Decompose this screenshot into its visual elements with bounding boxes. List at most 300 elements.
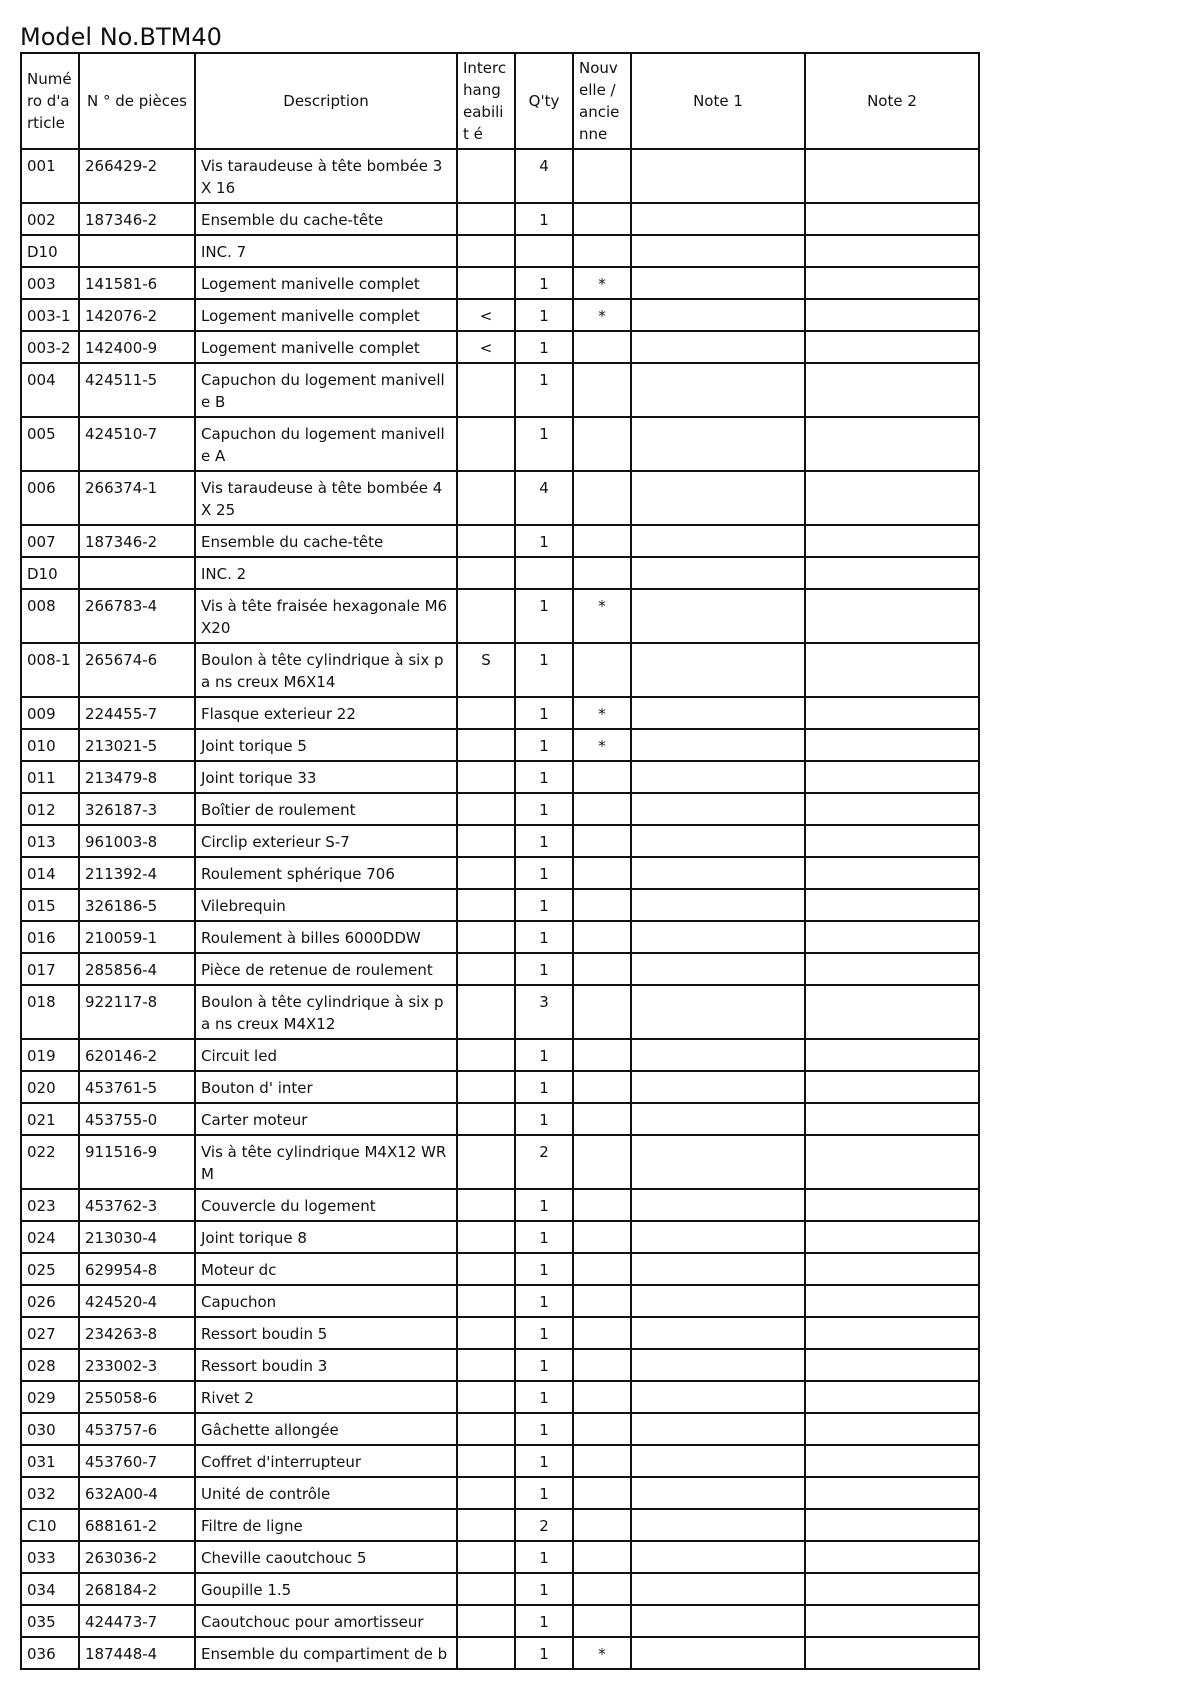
cell-interchangeability xyxy=(457,1509,515,1541)
cell-quantity: 1 xyxy=(515,1381,573,1413)
cell-note-1 xyxy=(631,471,805,525)
cell-quantity: 1 xyxy=(515,1573,573,1605)
cell-item-number: 012 xyxy=(21,793,79,825)
cell-item-number: 006 xyxy=(21,471,79,525)
cell-note-2 xyxy=(805,1541,979,1573)
cell-part-number: 142400-9 xyxy=(79,331,195,363)
cell-note-2 xyxy=(805,1605,979,1637)
table-row xyxy=(21,697,979,729)
cell-quantity: 1 xyxy=(515,1413,573,1445)
cell-description: Circuit led xyxy=(195,1039,457,1071)
cell-item-number: 013 xyxy=(21,825,79,857)
cell-part-number: 213479-8 xyxy=(79,761,195,793)
cell-note-2 xyxy=(805,363,979,417)
cell-interchangeability xyxy=(457,1573,515,1605)
cell-part-number: 142076-2 xyxy=(79,299,195,331)
cell-note-1 xyxy=(631,235,805,267)
cell-note-2 xyxy=(805,331,979,363)
cell-part-number: 632A00-4 xyxy=(79,1477,195,1509)
cell-new-old: * xyxy=(573,697,631,729)
table-row xyxy=(21,793,979,825)
cell-item-number: 017 xyxy=(21,953,79,985)
table-row xyxy=(21,203,979,235)
table-row xyxy=(21,331,979,363)
cell-note-1 xyxy=(631,793,805,825)
cell-new-old xyxy=(573,1317,631,1349)
cell-part-number: 210059-1 xyxy=(79,921,195,953)
cell-description: INC. 7 xyxy=(195,235,457,267)
cell-note-1 xyxy=(631,203,805,235)
cell-part-number: 911516-9 xyxy=(79,1135,195,1189)
cell-note-2 xyxy=(805,525,979,557)
cell-note-2 xyxy=(805,149,979,203)
cell-part-number: 211392-4 xyxy=(79,857,195,889)
cell-interchangeability xyxy=(457,1135,515,1189)
cell-interchangeability xyxy=(457,1221,515,1253)
cell-quantity: 1 xyxy=(515,697,573,729)
cell-part-number: 187346-2 xyxy=(79,203,195,235)
cell-interchangeability xyxy=(457,149,515,203)
cell-interchangeability xyxy=(457,889,515,921)
cell-note-1 xyxy=(631,589,805,643)
cell-new-old: * xyxy=(573,729,631,761)
cell-quantity: 1 xyxy=(515,589,573,643)
cell-description: Roulement à billes 6000DDW xyxy=(195,921,457,953)
cell-interchangeability xyxy=(457,1445,515,1477)
cell-part-number: 424473-7 xyxy=(79,1605,195,1637)
cell-note-1 xyxy=(631,1509,805,1541)
cell-item-number: 003-1 xyxy=(21,299,79,331)
parts-table-body xyxy=(21,149,979,1669)
cell-interchangeability xyxy=(457,471,515,525)
cell-quantity: 1 xyxy=(515,761,573,793)
cell-note-2 xyxy=(805,1573,979,1605)
table-row xyxy=(21,149,979,203)
cell-interchangeability xyxy=(457,761,515,793)
cell-description: Moteur dc xyxy=(195,1253,457,1285)
cell-new-old xyxy=(573,1381,631,1413)
cell-item-number: 027 xyxy=(21,1317,79,1349)
cell-quantity: 1 xyxy=(515,1541,573,1573)
header-note-1: Note 1 xyxy=(631,53,805,149)
cell-note-1 xyxy=(631,1413,805,1445)
cell-note-1 xyxy=(631,889,805,921)
cell-description: Vis à tête cylindrique M4X12 WR M xyxy=(195,1135,457,1189)
cell-part-number: 453757-6 xyxy=(79,1413,195,1445)
cell-part-number: 213030-4 xyxy=(79,1221,195,1253)
cell-note-2 xyxy=(805,643,979,697)
cell-new-old: * xyxy=(573,267,631,299)
cell-new-old: * xyxy=(573,589,631,643)
cell-new-old xyxy=(573,1445,631,1477)
cell-note-2 xyxy=(805,1221,979,1253)
table-row xyxy=(21,1039,979,1071)
cell-note-1 xyxy=(631,921,805,953)
cell-item-number: 014 xyxy=(21,857,79,889)
cell-interchangeability xyxy=(457,697,515,729)
cell-part-number: 629954-8 xyxy=(79,1253,195,1285)
cell-part-number: 453761-5 xyxy=(79,1071,195,1103)
table-row xyxy=(21,1413,979,1445)
cell-description: Vilebrequin xyxy=(195,889,457,921)
cell-part-number: 453755-0 xyxy=(79,1103,195,1135)
cell-item-number: 032 xyxy=(21,1477,79,1509)
header-quantity: Q'ty xyxy=(515,53,573,149)
cell-part-number: 255058-6 xyxy=(79,1381,195,1413)
cell-note-1 xyxy=(631,417,805,471)
cell-note-2 xyxy=(805,1253,979,1285)
cell-item-number: D10 xyxy=(21,557,79,589)
cell-note-1 xyxy=(631,363,805,417)
cell-description: Boîtier de roulement xyxy=(195,793,457,825)
cell-note-1 xyxy=(631,1071,805,1103)
cell-new-old xyxy=(573,557,631,589)
cell-interchangeability xyxy=(457,203,515,235)
cell-note-2 xyxy=(805,1445,979,1477)
cell-part-number: 453762-3 xyxy=(79,1189,195,1221)
cell-new-old xyxy=(573,1541,631,1573)
page-title: Model No.BTM40 xyxy=(20,23,222,51)
table-row xyxy=(21,1477,979,1509)
cell-description: Capuchon du logement manivell e A xyxy=(195,417,457,471)
cell-new-old xyxy=(573,1253,631,1285)
cell-new-old xyxy=(573,525,631,557)
cell-item-number: 028 xyxy=(21,1349,79,1381)
cell-description: Caoutchouc pour amortisseur xyxy=(195,1605,457,1637)
cell-description: Vis taraudeuse à tête bombée 4X 25 xyxy=(195,471,457,525)
cell-item-number: 018 xyxy=(21,985,79,1039)
cell-description: Coffret d'interrupteur xyxy=(195,1445,457,1477)
cell-quantity: 1 xyxy=(515,953,573,985)
cell-note-2 xyxy=(805,1477,979,1509)
table-row xyxy=(21,1071,979,1103)
cell-description: Ensemble du compartiment de b xyxy=(195,1637,457,1669)
cell-note-1 xyxy=(631,1573,805,1605)
cell-interchangeability xyxy=(457,825,515,857)
cell-interchangeability xyxy=(457,235,515,267)
cell-note-1 xyxy=(631,557,805,589)
cell-quantity: 1 xyxy=(515,1039,573,1071)
cell-description: Logement manivelle complet xyxy=(195,331,457,363)
cell-note-2 xyxy=(805,557,979,589)
cell-new-old: * xyxy=(573,299,631,331)
table-row xyxy=(21,985,979,1039)
cell-quantity: 2 xyxy=(515,1135,573,1189)
cell-note-1 xyxy=(631,1253,805,1285)
table-row xyxy=(21,1253,979,1285)
cell-note-2 xyxy=(805,1285,979,1317)
table-row xyxy=(21,471,979,525)
cell-note-2 xyxy=(805,889,979,921)
cell-quantity: 1 xyxy=(515,1445,573,1477)
cell-note-1 xyxy=(631,643,805,697)
cell-description: Vis à tête fraisée hexagonale M6 X20 xyxy=(195,589,457,643)
cell-note-1 xyxy=(631,1317,805,1349)
cell-note-1 xyxy=(631,149,805,203)
cell-note-2 xyxy=(805,1103,979,1135)
cell-note-2 xyxy=(805,417,979,471)
cell-note-1 xyxy=(631,1189,805,1221)
table-row xyxy=(21,1509,979,1541)
cell-description: Carter moteur xyxy=(195,1103,457,1135)
cell-note-1 xyxy=(631,1637,805,1669)
table-row xyxy=(21,1317,979,1349)
cell-item-number: 019 xyxy=(21,1039,79,1071)
cell-new-old xyxy=(573,417,631,471)
cell-interchangeability xyxy=(457,417,515,471)
cell-quantity xyxy=(515,557,573,589)
cell-new-old xyxy=(573,761,631,793)
cell-quantity: 1 xyxy=(515,1317,573,1349)
cell-quantity: 1 xyxy=(515,889,573,921)
cell-interchangeability xyxy=(457,985,515,1039)
cell-interchangeability xyxy=(457,1253,515,1285)
cell-note-1 xyxy=(631,729,805,761)
table-row xyxy=(21,761,979,793)
cell-quantity: 4 xyxy=(515,471,573,525)
header-note-2: Note 2 xyxy=(805,53,979,149)
cell-note-1 xyxy=(631,697,805,729)
table-row xyxy=(21,889,979,921)
table-row xyxy=(21,1605,979,1637)
cell-description: Circlip exterieur S-7 xyxy=(195,825,457,857)
cell-quantity: 1 xyxy=(515,331,573,363)
cell-part-number: 266374-1 xyxy=(79,471,195,525)
cell-part-number: 688161-2 xyxy=(79,1509,195,1541)
cell-description: Flasque exterieur 22 xyxy=(195,697,457,729)
cell-part-number: 266783-4 xyxy=(79,589,195,643)
cell-new-old xyxy=(573,1285,631,1317)
cell-interchangeability xyxy=(457,525,515,557)
cell-description: Cheville caoutchouc 5 xyxy=(195,1541,457,1573)
cell-part-number: 187346-2 xyxy=(79,525,195,557)
cell-item-number: 015 xyxy=(21,889,79,921)
cell-part-number: 266429-2 xyxy=(79,149,195,203)
cell-quantity: 1 xyxy=(515,299,573,331)
cell-new-old xyxy=(573,1221,631,1253)
cell-part-number: 234263-8 xyxy=(79,1317,195,1349)
cell-interchangeability xyxy=(457,1039,515,1071)
cell-note-2 xyxy=(805,793,979,825)
cell-item-number: 008 xyxy=(21,589,79,643)
cell-item-number: 024 xyxy=(21,1221,79,1253)
cell-interchangeability xyxy=(457,1189,515,1221)
table-row xyxy=(21,729,979,761)
cell-description: Filtre de ligne xyxy=(195,1509,457,1541)
cell-item-number: 035 xyxy=(21,1605,79,1637)
cell-new-old xyxy=(573,1413,631,1445)
cell-note-2 xyxy=(805,1381,979,1413)
cell-quantity: 1 xyxy=(515,203,573,235)
cell-part-number: 285856-4 xyxy=(79,953,195,985)
cell-note-1 xyxy=(631,1605,805,1637)
cell-item-number: 031 xyxy=(21,1445,79,1477)
cell-description: Joint torique 5 xyxy=(195,729,457,761)
cell-note-2 xyxy=(805,697,979,729)
cell-note-2 xyxy=(805,857,979,889)
header-item-number: Numé ro d'a rticle xyxy=(21,53,79,149)
cell-note-2 xyxy=(805,761,979,793)
cell-interchangeability xyxy=(457,1477,515,1509)
cell-note-1 xyxy=(631,267,805,299)
cell-new-old xyxy=(573,203,631,235)
header-interchangeability: Interc hang eabilit é xyxy=(457,53,515,149)
cell-part-number: 961003-8 xyxy=(79,825,195,857)
cell-quantity: 1 xyxy=(515,417,573,471)
cell-interchangeability xyxy=(457,267,515,299)
cell-description: Boulon à tête cylindrique à six pa ns creux M6X14 xyxy=(195,643,457,697)
cell-item-number: 033 xyxy=(21,1541,79,1573)
cell-description: Bouton d' inter xyxy=(195,1071,457,1103)
cell-new-old: * xyxy=(573,1637,631,1669)
cell-quantity: 1 xyxy=(515,1349,573,1381)
cell-item-number: 034 xyxy=(21,1573,79,1605)
cell-quantity: 1 xyxy=(515,1637,573,1669)
cell-description: INC. 2 xyxy=(195,557,457,589)
cell-item-number: 036 xyxy=(21,1637,79,1669)
cell-part-number xyxy=(79,235,195,267)
cell-item-number: 005 xyxy=(21,417,79,471)
cell-note-2 xyxy=(805,589,979,643)
cell-quantity: 1 xyxy=(515,1285,573,1317)
cell-new-old xyxy=(573,1103,631,1135)
cell-item-number: 007 xyxy=(21,525,79,557)
table-row xyxy=(21,1445,979,1477)
cell-item-number: D10 xyxy=(21,235,79,267)
cell-item-number: 025 xyxy=(21,1253,79,1285)
cell-description: Unité de contrôle xyxy=(195,1477,457,1509)
cell-quantity: 1 xyxy=(515,1221,573,1253)
cell-note-2 xyxy=(805,1509,979,1541)
cell-new-old xyxy=(573,643,631,697)
cell-new-old xyxy=(573,857,631,889)
cell-note-1 xyxy=(631,1039,805,1071)
cell-new-old xyxy=(573,1071,631,1103)
cell-description: Joint torique 33 xyxy=(195,761,457,793)
cell-new-old xyxy=(573,1135,631,1189)
cell-new-old xyxy=(573,363,631,417)
table-row xyxy=(21,1189,979,1221)
cell-description: Pièce de retenue de roulement xyxy=(195,953,457,985)
cell-description: Logement manivelle complet xyxy=(195,267,457,299)
table-row xyxy=(21,417,979,471)
cell-quantity: 1 xyxy=(515,363,573,417)
table-row xyxy=(21,1349,979,1381)
cell-part-number: 263036-2 xyxy=(79,1541,195,1573)
cell-interchangeability xyxy=(457,953,515,985)
cell-new-old xyxy=(573,889,631,921)
cell-quantity: 1 xyxy=(515,1477,573,1509)
cell-new-old xyxy=(573,471,631,525)
cell-new-old xyxy=(573,1605,631,1637)
table-row xyxy=(21,1285,979,1317)
cell-interchangeability xyxy=(457,1541,515,1573)
cell-note-2 xyxy=(805,1349,979,1381)
cell-quantity: 1 xyxy=(515,1071,573,1103)
cell-interchangeability xyxy=(457,793,515,825)
cell-note-1 xyxy=(631,1135,805,1189)
cell-note-1 xyxy=(631,953,805,985)
cell-part-number: 213021-5 xyxy=(79,729,195,761)
cell-note-2 xyxy=(805,1189,979,1221)
table-row xyxy=(21,299,979,331)
table-row xyxy=(21,557,979,589)
cell-interchangeability: S xyxy=(457,643,515,697)
cell-new-old xyxy=(573,235,631,267)
cell-description: Joint torique 8 xyxy=(195,1221,457,1253)
cell-note-2 xyxy=(805,985,979,1039)
cell-part-number: 453760-7 xyxy=(79,1445,195,1477)
cell-item-number: 002 xyxy=(21,203,79,235)
table-row xyxy=(21,1381,979,1413)
cell-description: Logement manivelle complet xyxy=(195,299,457,331)
cell-new-old xyxy=(573,1509,631,1541)
cell-interchangeability: < xyxy=(457,331,515,363)
header-new-old: Nouv elle / ancie nne xyxy=(573,53,631,149)
cell-interchangeability xyxy=(457,1605,515,1637)
cell-note-1 xyxy=(631,761,805,793)
cell-quantity: 1 xyxy=(515,1103,573,1135)
cell-note-1 xyxy=(631,299,805,331)
cell-part-number: 187448-4 xyxy=(79,1637,195,1669)
cell-note-1 xyxy=(631,857,805,889)
cell-note-2 xyxy=(805,299,979,331)
table-row xyxy=(21,267,979,299)
cell-item-number: 003 xyxy=(21,267,79,299)
cell-item-number: 001 xyxy=(21,149,79,203)
cell-quantity: 1 xyxy=(515,643,573,697)
cell-note-2 xyxy=(805,1317,979,1349)
cell-interchangeability xyxy=(457,1349,515,1381)
cell-interchangeability xyxy=(457,1071,515,1103)
table-row xyxy=(21,921,979,953)
table-row xyxy=(21,1103,979,1135)
cell-quantity: 2 xyxy=(515,1509,573,1541)
cell-description: Rivet 2 xyxy=(195,1381,457,1413)
cell-note-1 xyxy=(631,1381,805,1413)
cell-item-number: 016 xyxy=(21,921,79,953)
cell-interchangeability xyxy=(457,857,515,889)
cell-item-number: 009 xyxy=(21,697,79,729)
cell-note-2 xyxy=(805,1071,979,1103)
cell-note-2 xyxy=(805,825,979,857)
cell-note-1 xyxy=(631,1285,805,1317)
cell-new-old xyxy=(573,825,631,857)
cell-note-1 xyxy=(631,331,805,363)
cell-description: Boulon à tête cylindrique à six pa ns creux M4X12 xyxy=(195,985,457,1039)
table-header-row xyxy=(21,53,979,149)
cell-quantity: 1 xyxy=(515,793,573,825)
cell-item-number: C10 xyxy=(21,1509,79,1541)
cell-item-number: 003-2 xyxy=(21,331,79,363)
cell-item-number: 022 xyxy=(21,1135,79,1189)
cell-item-number: 023 xyxy=(21,1189,79,1221)
cell-description: Ensemble du cache-tête xyxy=(195,525,457,557)
cell-quantity: 1 xyxy=(515,921,573,953)
cell-quantity: 4 xyxy=(515,149,573,203)
cell-new-old xyxy=(573,149,631,203)
cell-note-1 xyxy=(631,985,805,1039)
cell-interchangeability xyxy=(457,589,515,643)
cell-description: Vis taraudeuse à tête bombée 3X 16 xyxy=(195,149,457,203)
parts-table xyxy=(20,52,980,1670)
table-row xyxy=(21,235,979,267)
cell-part-number: 268184-2 xyxy=(79,1573,195,1605)
cell-note-2 xyxy=(805,729,979,761)
table-row xyxy=(21,525,979,557)
cell-description: Ressort boudin 5 xyxy=(195,1317,457,1349)
cell-new-old xyxy=(573,1477,631,1509)
